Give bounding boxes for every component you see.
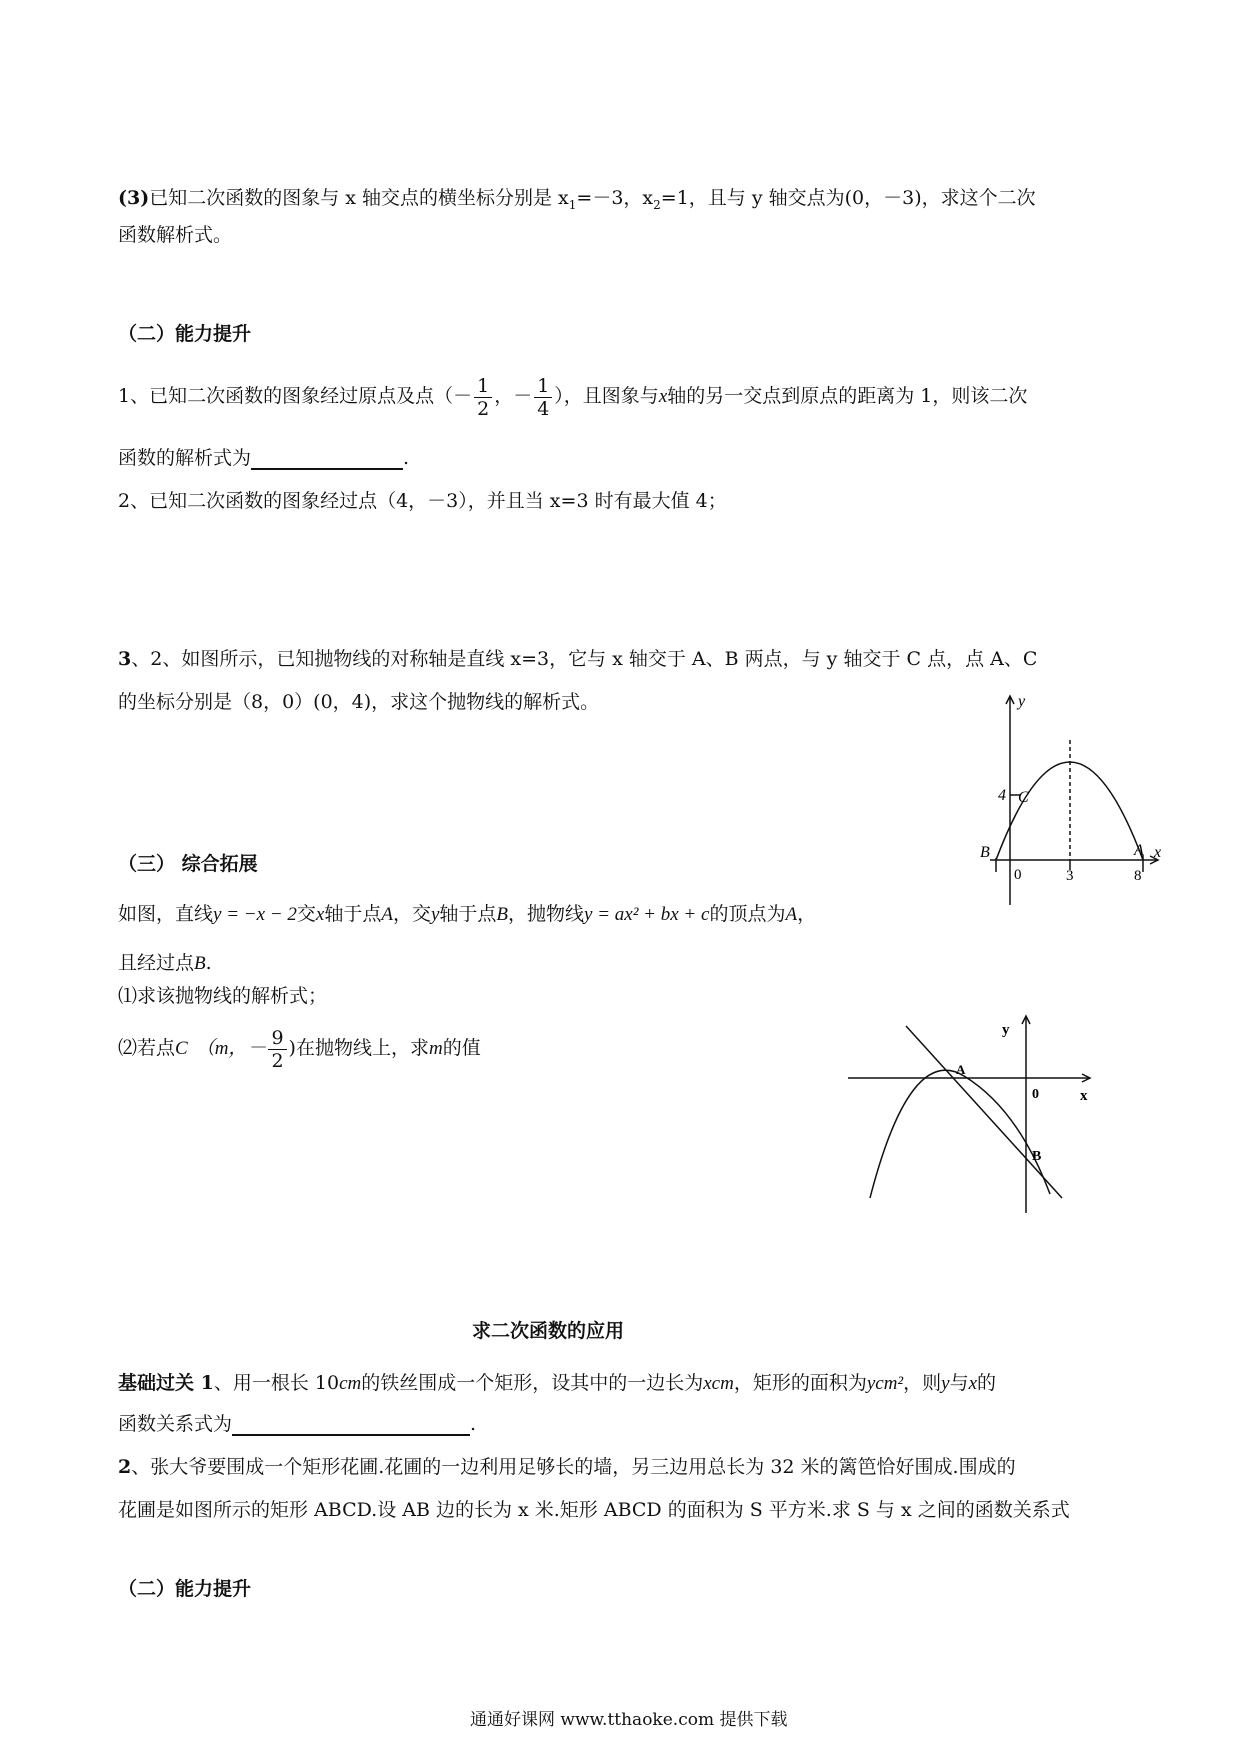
fig1-label-0: 0 [1014, 867, 1022, 883]
extension-part-2: ⑵若点C （m，－ $\frac{9}{2}$ )在抛物线上，求m的值 [118, 1026, 481, 1072]
answer-blank [251, 448, 403, 470]
problem-1-line-1: 1、已知二次函数的图象经过原点及点（－ $\frac{1}{2}$ ，－ $\frac{1}{4}$ ），且图象与x轴的另一交点到原点的距离为 1，则该二次 [118, 374, 1028, 420]
problem-3-line-2: 的坐标分别是（8，0）(0，4)，求这个抛物线的解析式。 [118, 691, 600, 713]
parabola-curve [870, 1070, 1050, 1198]
page-title: 求二次函数的应用 [472, 1320, 625, 1342]
section-heading-extension: （三） 综合拓展 [118, 853, 258, 875]
extension-line-1: 如图，直线y = −x − 2交x轴于点A，交y轴于点B，抛物线y = ax² + bx + c的顶点为A， [118, 903, 817, 925]
problem-3-line-1: 3、2、如图所示，已知抛物线的对称轴是直线 x=3，它与 x 轴交于 A、B 两点，与 y 轴交于 C 点，点 A、C [118, 648, 1038, 670]
application-2-line-2: 花圃是如图所示的矩形 ABCD.设 AB 边的长为 x 米.矩形 ABCD 的面积为 S 平方米.求 S 与 x 之间的函数关系式 [118, 1499, 1070, 1521]
parabola-figure-1 [968, 690, 1168, 910]
question-3-label: (3) [118, 187, 150, 209]
fig1-label-c: C [1018, 789, 1029, 806]
extension-line-2: 且经过点B. [118, 952, 212, 974]
question-3-line-2: 函数解析式。 [118, 224, 233, 246]
question-3-line-1: (3)已知二次函数的图象与 x 轴交点的横坐标分别是 $x_1=-3$，$x_2=1$，且与 y 轴交点为(0，－3)，求这个二次 [118, 187, 1036, 212]
fig1-label-a: A [1134, 842, 1144, 859]
fig1-label-3: 3 [1066, 868, 1074, 884]
fraction-one-quarter: $\frac{1}{4}$ [534, 375, 552, 420]
extension-part-1: ⑴求该抛物线的解析式； [118, 985, 328, 1007]
fraction-nine-halves: $\frac{9}{2}$ [268, 1027, 286, 1072]
fig1-label-8: 8 [1134, 868, 1142, 884]
fraction-one-half: $\frac{1}{2}$ [474, 375, 492, 420]
line-y-eq-neg-x-minus-2 [906, 1026, 1062, 1198]
fig2-label-a: A [956, 1062, 966, 1077]
answer-blank [232, 1414, 470, 1436]
page-footer: 通通好课网 www.tthaoke.com 提供下载 [470, 1710, 788, 1730]
section-heading-ability-2: （二）能力提升 [118, 1578, 252, 1600]
parabola-figure-2 [840, 1008, 1100, 1218]
fig1-label-b: B [980, 844, 990, 861]
fig2-label-x: x [1080, 1088, 1088, 1104]
fig2-label-b: B [1032, 1149, 1042, 1164]
fig2-label-0: 0 [1032, 1087, 1039, 1102]
problem-2: 2、已知二次函数的图象经过点（4，－3），并且当 x=3 时有最大值 4； [118, 490, 727, 512]
problem-1-line-2: 函数的解析式为 . [118, 447, 410, 469]
application-2-line-1: 2、张大爷要围成一个矩形花圃.花圃的一边利用足够长的墙，另三边用总长为 32 米的篱笆恰好围成.围成的 [118, 1456, 1016, 1478]
section-heading-ability: （二）能力提升 [118, 323, 252, 345]
application-1-line-2: 函数关系式为 . [118, 1413, 477, 1435]
fig1-label-y: y [1018, 693, 1026, 710]
application-1-line-1: 基础过关 1、用一根长 10cm的铁丝围成一个矩形，设其中的一边长为xcm，矩形的面积为ycm²，则y与x的 [118, 1372, 997, 1394]
fig1-label-4: 4 [998, 787, 1006, 804]
fig1-label-x: x [1154, 844, 1162, 861]
fig2-label-y: y [1002, 1022, 1010, 1038]
